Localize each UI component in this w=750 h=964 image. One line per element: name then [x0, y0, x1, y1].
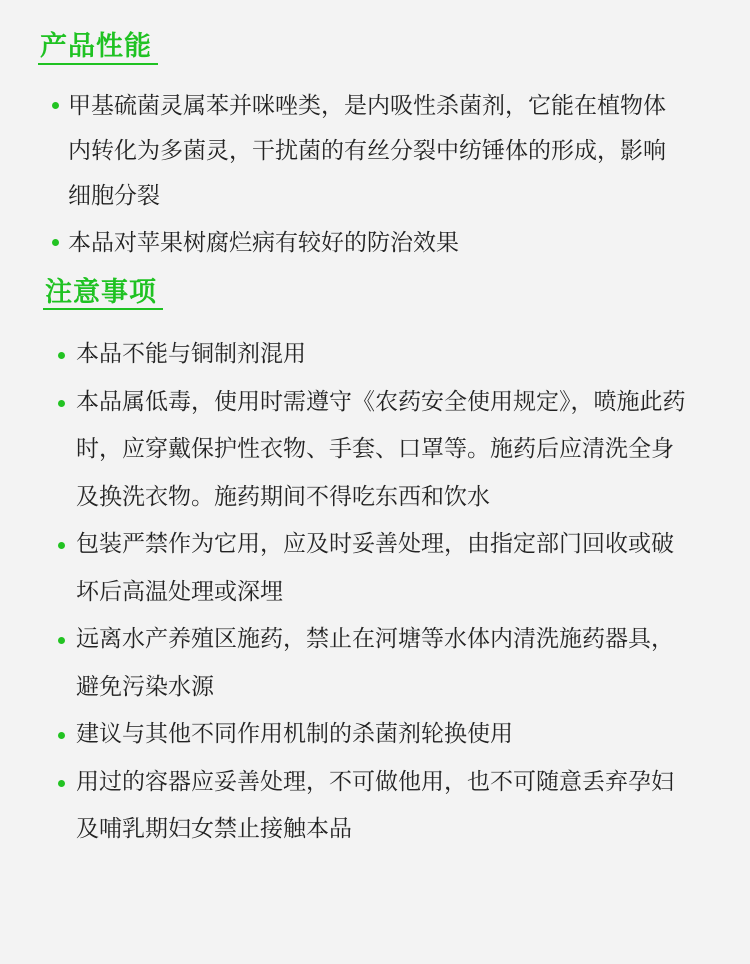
bullet-dot-icon [58, 637, 65, 644]
list-item [68, 84, 688, 219]
list-item [76, 616, 688, 711]
list-item-text: 用过的容器应妥善处理，不可做他用，也不可随意丢弃孕妇及哺乳期妇女禁止接触本品 [76, 768, 674, 842]
list-item [76, 521, 688, 616]
bullet-dot-icon [52, 102, 59, 109]
list-item [68, 221, 688, 266]
bullet-dot-icon [58, 352, 65, 359]
list-item-text: 本品不能与铜制剂混用 [76, 341, 306, 367]
list-item [76, 759, 688, 854]
bullet-dot-icon [58, 400, 65, 407]
bullet-dot-icon [58, 780, 65, 787]
heading-underline [43, 308, 163, 310]
bullet-dot-icon [58, 732, 65, 739]
list-item [76, 331, 688, 379]
precautions-list [76, 331, 688, 854]
list-item-text: 甲基硫菌灵属苯并咪唑类，是内吸性杀菌剂，它能在植物体内转化为多菌灵，干扰菌的有丝分裂中纺锤体的形成，影响细胞分裂 [68, 93, 666, 209]
list-item-text: 建议与其他不同作用机制的杀菌剂轮换使用 [76, 721, 513, 747]
list-item [76, 711, 688, 759]
list-item [76, 379, 688, 522]
bullet-dot-icon [52, 239, 59, 246]
product-performance-list [68, 84, 688, 266]
list-item-text: 远离水产养殖区施药，禁止在河塘等水体内清洗施药器具，避免污染水源 [76, 626, 674, 700]
section-heading-precautions: 注意事项 [45, 277, 157, 308]
heading-underline [38, 63, 158, 65]
bullet-dot-icon [58, 542, 65, 549]
section-heading-product-performance: 产品性能 [40, 31, 152, 62]
list-item-text: 本品对苹果树腐烂病有较好的防治效果 [68, 230, 459, 256]
list-item-text: 包装严禁作为它用，应及时妥善处理，由指定部门回收或破坏后高温处理或深埋 [76, 531, 674, 605]
list-item-text: 本品属低毒，使用时需遵守《农药安全使用规定》，喷施此药时，应穿戴保护性衣物、手套、口罩等。施药后应清洗全身及换洗衣物。施药期间不得吃东西和饮水 [76, 388, 686, 510]
